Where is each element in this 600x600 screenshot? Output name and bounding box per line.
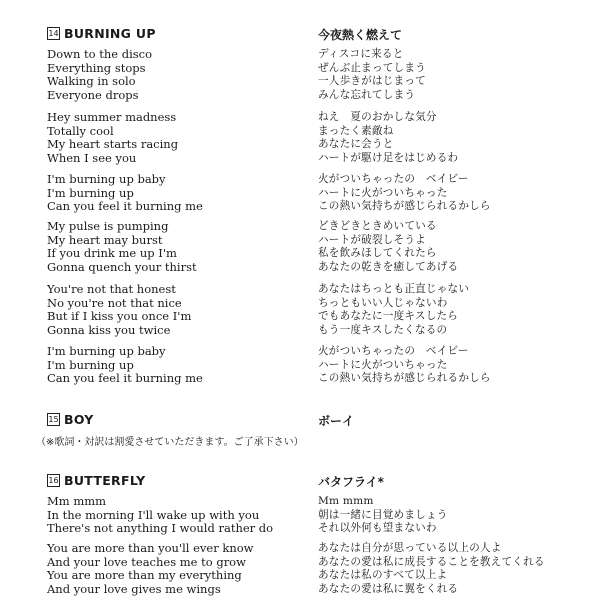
stanza xyxy=(47,111,178,165)
lyric-line: If you drink me up I'm xyxy=(47,246,177,261)
lyric-line: みんな忘れてしまう xyxy=(318,88,416,101)
lyric-line: My heart starts racing xyxy=(47,137,179,152)
omission-note: （※歌詞・対訳は割愛させていただきます。ご了承下さい） xyxy=(36,437,304,448)
lyric-line: I'm burning up baby xyxy=(47,172,166,186)
lyric-line: When I see you xyxy=(47,150,137,165)
lyric-line: ハートが破裂しそうよ xyxy=(318,233,426,246)
lyric-line: Everyone drops xyxy=(47,87,139,102)
stanza xyxy=(318,173,491,214)
lyric-line: ねえ 夏のおかしな気分 xyxy=(318,111,437,123)
title-ja: バタフライ* xyxy=(318,475,384,489)
stanza xyxy=(318,542,545,596)
lyric-line: 火がついちゃったの ベイビー xyxy=(318,345,469,357)
stanza xyxy=(47,495,273,536)
title-en: BUTTERFLY xyxy=(64,473,146,488)
stanza xyxy=(47,345,203,386)
lyric-line: And your love gives me wings xyxy=(47,581,221,596)
lyric-line: Everything stops xyxy=(47,60,146,75)
lyric-line: この熱い気持ちが感じられるかしら xyxy=(318,372,491,385)
lyric-line: There's not anything I would rather do xyxy=(47,521,274,536)
lyric-line: Can you feel it burning me xyxy=(47,199,203,214)
stanza xyxy=(47,220,197,274)
lyric-line: この熱い気持ちが感じられるかしら xyxy=(318,200,491,213)
lyric-line: あなたに会うと xyxy=(318,138,394,151)
lyric-line: あなたの乾きを癒してあげる xyxy=(318,260,459,273)
song-title-butterfly xyxy=(47,473,146,488)
lyric-line: あなたは自分が思っている以上の人よ xyxy=(318,542,502,554)
lyric-line: ハートに火がついちゃった xyxy=(318,358,448,371)
stanza xyxy=(318,345,491,386)
title-ja: 今夜熱く燃えて xyxy=(318,28,403,42)
lyric-line: You are more than my everything xyxy=(47,568,242,583)
lyric-line: あなたの愛は私に成長することを教えてくれる xyxy=(318,555,545,568)
song-title-burning-up xyxy=(47,26,156,41)
lyric-line: In the morning I'll wake up with you xyxy=(47,507,260,522)
song-title-boy xyxy=(47,412,94,427)
lyric-line: Totally cool xyxy=(47,123,114,138)
lyric-line: ちっともいい人じゃないわ xyxy=(318,296,448,309)
lyric-line: Gonna kiss you twice xyxy=(47,322,171,337)
lyric-line: 私を飲みほしてくれたら xyxy=(318,247,437,260)
lyric-line: Gonna quench your thirst xyxy=(47,259,197,274)
lyric-line: それ以外何も望まないわ xyxy=(318,522,437,535)
lyric-line: ハートが駆け足をはじめるわ xyxy=(318,151,459,164)
lyric-line: No you're not that nice xyxy=(47,295,182,310)
lyric-line: あなたの愛は私に翼をくれる xyxy=(318,582,459,595)
lyric-line: 一人歩きがはじまって xyxy=(318,75,426,88)
lyric-line: あなたは私のすべて以上よ xyxy=(318,569,448,582)
track-number: 15 xyxy=(48,415,59,424)
lyric-line: ディスコに来ると xyxy=(318,48,404,60)
lyric-line: Mm mmm xyxy=(47,494,107,508)
stanza xyxy=(318,48,426,102)
title-en: BOY xyxy=(64,412,94,427)
lyric-line: あなたはちっとも正直じゃない xyxy=(318,283,470,295)
lyric-line: でもあなたに一度キスしたら xyxy=(318,310,459,323)
lyric-line: どきどきときめいている xyxy=(318,220,437,232)
title-en: BURNING UP xyxy=(64,26,156,41)
lyric-line: Down to the disco xyxy=(47,47,153,61)
stanza xyxy=(47,173,203,214)
track-number: 14 xyxy=(48,29,59,38)
lyric-line: I'm burning up baby xyxy=(47,344,166,358)
lyric-line: I'm burning up xyxy=(47,357,134,372)
track-number: 16 xyxy=(48,476,59,485)
stanza xyxy=(318,220,458,274)
lyric-line: You are more than you'll ever know xyxy=(47,541,254,555)
stanza xyxy=(47,48,152,102)
title-ja: ボーイ xyxy=(318,414,355,428)
lyric-line: My heart may burst xyxy=(47,232,163,247)
lyric-line: You're not that honest xyxy=(47,282,176,296)
lyric-line: Walking in solo xyxy=(47,74,136,89)
lyric-line: Hey summer madness xyxy=(47,110,177,124)
lyric-line: And your love teaches me to grow xyxy=(47,554,246,569)
lyric-line: もう一度キスしたくなるの xyxy=(318,323,448,336)
lyric-line: 火がついちゃったの ベイビー xyxy=(318,173,469,185)
lyric-line: But if I kiss you once I'm xyxy=(47,309,192,324)
stanza xyxy=(47,283,191,337)
lyric-line: ハートに火がついちゃった xyxy=(318,186,448,199)
stanza xyxy=(318,283,469,337)
lyric-line: I'm burning up xyxy=(47,185,134,200)
stanza xyxy=(47,542,254,596)
lyric-line: Can you feel it burning me xyxy=(47,371,203,386)
lyric-line: ぜんぶ止まってしまう xyxy=(318,61,426,74)
lyric-line: まったく素敵ね xyxy=(318,124,394,137)
stanza xyxy=(318,495,448,536)
stanza xyxy=(318,111,458,165)
lyric-line: 朝は一緒に目覚めましょう xyxy=(318,508,448,521)
lyric-line: My pulse is pumping xyxy=(47,219,169,233)
lyric-line: Mm mmm xyxy=(318,495,374,507)
